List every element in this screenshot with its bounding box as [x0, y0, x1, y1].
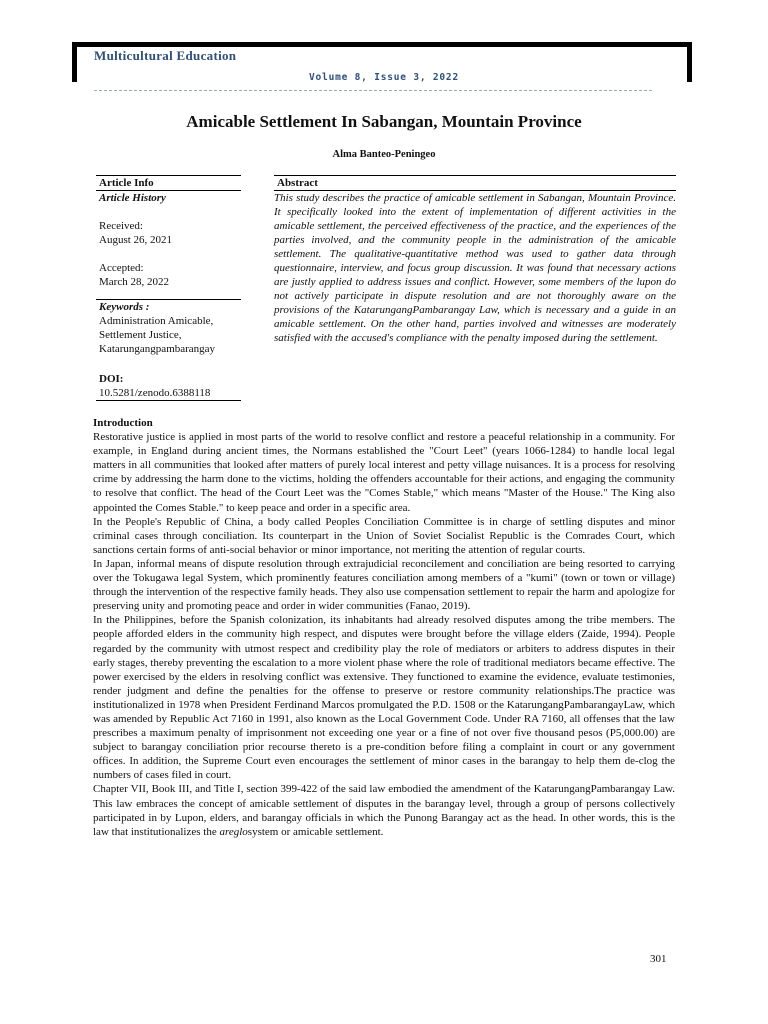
body-paragraph: In the Philippines, before the Spanish colonization, its inhabitants had already resolved disputes among the tribe members. The people afforded elders in the community high respect, and disputes were brought before the village elders (Zaide, 1994). People regarded by the community with utmost respect and credibility play the role of mediators or arbiters to address disputes in their early stages, thereby preventing the escalation to a more violent phase where the role of traditional mediators became effective. The power exercised by the elders in resolving conflict was extensive. They functioned to examine the evidence, evaluate testimonies, render judgment and define the penalties for the offense to preserve or restore community relationships.The practice was institutionalized in 1978 when President Ferdinand Marcos promulgated the P.D. 1508 or the KatarungangPambarangayLaw, which was amended by Republic Act 7160 in 1991, also known as the Local Government Code. Under RA 7160, all offenses that the law prescribes a maximum penalty of imprisonment not exceeding one year or a fine of not over five thousand pesos (P5,000.00) are subject to barangay conciliation prior recourse thereto is a pre-condition before filing a complaint in court or any government offices. In addition, the Supreme Court even encourages the settlement of minor cases in the barangay to help them de-clog the numbers of cases filed in court.: [93, 614, 675, 782]
keyword-item: Administration Amicable,: [99, 315, 214, 327]
author-name: Alma Banteo-Peningeo: [332, 149, 436, 160]
areglo-term: areglo: [219, 825, 248, 838]
doi-label: DOI:: [99, 373, 124, 385]
article-info-column: [96, 175, 241, 401]
received-label: Received:: [99, 220, 143, 232]
article-history-label: Article History: [99, 192, 166, 204]
doi-value[interactable]: 10.5281/zenodo.6388118: [99, 387, 211, 399]
last-paragraph-start: Chapter VII, Book III, and Title I, section 399-422 of the said law embodied the amendment of the KatarungangPambarangay Law. This law embraces the concept of amicable settlement of disputes in the barangay level, through a group of persons collectively participated in by Lupon, elders, and barangay officials in which the Punong Barangay act as the head. In other words, this is the law that institutionalizes the: [93, 783, 675, 838]
body-paragraph: In Japan, informal means of dispute resolution through extrajudicial reconcilement and conciliation are being resorted to carrying over the Tokugawa legal System, which prominently features conciliation among members of a "kumi" (town or town or village) through the intervention of the respective family heads. They also use compensation settlement to repair the harm and apologize for preserving unity and promoting peace and order in wider communities (Fanao, 2019).: [93, 557, 675, 613]
introduction-heading: Introduction: [93, 417, 153, 429]
accepted-date: March 28, 2022: [99, 276, 169, 288]
abstract-text: This study describes the practice of amicable settlement in Sabangan, Mountain Province. It specifically looked into the extent of implementation of different activities in the amicable settlement, the perceived effectiveness of the practice, and the experiences of the parties involved, and the community people in the administration of the amicable settlement. The qualitative-quantitative method was used to gather data through questionnaire, interview, and focus group discussion. It was found that necessary actions are justly applied to address issues and conflict. However, some members of the lupon do not actively participate in dispute resolution and are not thoroughly aware on the provisions of the KatarungangPambarangay Law, which is necessary and a guide in an amicable settlement. On the other hand, parties involved and witnesses are moderately satisfied with the accused's compliance with the penalty imposed during the settlement.: [274, 192, 676, 344]
header-divider: [94, 90, 652, 91]
abstract-column: [274, 175, 676, 345]
paper-title: Amicable Settlement In Sabangan, Mountain Province: [186, 112, 582, 131]
body-paragraph: In the People's Republic of China, a body called Peoples Conciliation Committee is in charge of settling disputes and minor criminal cases through conciliation. Its counterpart in the Union of Soviet Socialist Republic is the Comrades Court, which sanctions certain forms of anti-social behavior or minor importance, not meriting the attention of regular courts.: [93, 515, 675, 556]
received-date: August 26, 2021: [99, 234, 173, 246]
accepted-label: Accepted:: [99, 262, 144, 274]
last-paragraph-end: system or amicable settlement.: [247, 825, 384, 838]
keyword-item: Settlement Justice,: [99, 329, 182, 341]
page-number: 301: [650, 953, 667, 965]
introduction-section: [93, 416, 675, 839]
keywords-label: Keywords :: [99, 301, 150, 313]
issue-line: Volume 8, Issue 3, 2022: [309, 72, 459, 83]
journal-name: Multicultural Education: [94, 48, 237, 63]
abstract-heading: Abstract: [277, 177, 318, 189]
body-paragraph-last: [93, 782, 675, 838]
article-info-heading: Article Info: [99, 177, 154, 189]
body-paragraph: Restorative justice is applied in most parts of the world to resolve conflict and restore a peaceful relationship in a community. For example, in England during ancient times, the Normans established the "Court Leet" (years 1066-1284) to handle local legal matters in all communities that looked after matters of purely local interest and petty village nuisances. It is a process for resolving crime by addressing the harm done to the victims, holding the offenders accountable for their actions, and engaging the community to resolve that conflict. The head of the Court Leet was the "Comes Stable," which means "Master of the House." The King also appointed the Comes Stable." to keep peace and order in a specific area.: [93, 431, 675, 514]
keyword-item: Katarungangpambarangay: [99, 343, 216, 355]
info-bottom-rule: [96, 400, 241, 401]
